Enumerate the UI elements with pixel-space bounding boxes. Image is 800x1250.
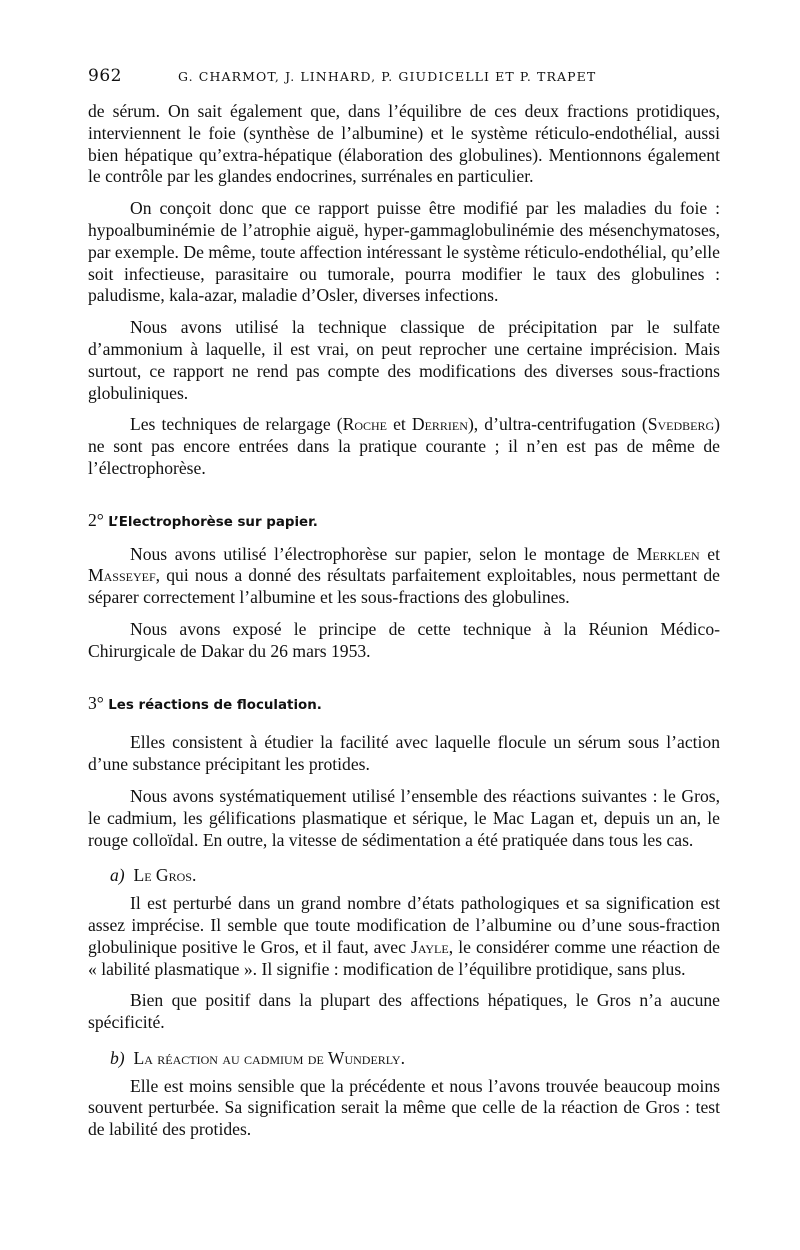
subsection-title: La réaction au cadmium de Wunderly. bbox=[133, 1047, 405, 1068]
section-number: 3° bbox=[88, 692, 104, 713]
paragraph-6: Nous avons exposé le principe de cette technique à la Réunion Médico-Chirurgicale de Dakar du 26 mars 1953. bbox=[88, 618, 720, 661]
subsection-title: Le Gros. bbox=[133, 865, 197, 886]
subsection-label: b) bbox=[110, 1047, 125, 1068]
paragraph-2: On conçoit donc que ce rapport puisse être modifié par les maladies du foie : hypoalbuminémie de l’atrophie aiguë, hyper-gammaglobulinémie des mésenchymatoses, par exemple. De même, toute affection intéressant le système réticulo-endothélial, qu’elle soit infectieuse, parasitaire ou tumorale, pourra modifier le taux des globulines : paludisme, kala-azar, maladie d’Osler, diverses infections. bbox=[88, 198, 720, 306]
author-name: Jayle bbox=[410, 936, 449, 957]
text: Les techniques de relargage ( bbox=[130, 414, 343, 435]
author-name: Derrien bbox=[411, 414, 468, 435]
subsection-heading-b bbox=[88, 1048, 720, 1070]
section-title: Les réactions de floculation. bbox=[108, 697, 322, 713]
author-name: Masseyef bbox=[88, 565, 156, 586]
section-heading-3 bbox=[88, 693, 720, 717]
page-number: 962 bbox=[88, 66, 122, 86]
section-heading-2 bbox=[88, 510, 720, 534]
author-name: Merklen bbox=[636, 543, 700, 564]
paragraph-5 bbox=[88, 544, 720, 609]
paragraph-11: Elle est moins sensible que la précédente et nous l’avons trouvée beaucoup moins souvent perturbée. Sa signification serait la même que celle de la réaction de Gros : test de labilité des protides. bbox=[88, 1075, 720, 1140]
paragraph-3: Nous avons utilisé la technique classique de précipitation par le sulfate d’ammonium à laquelle, il est vrai, on peut reprocher une certaine imprécision. Mais surtout, ce rapport ne rend pas compte des modifications des diverses sous-fractions globuliniques. bbox=[88, 317, 720, 403]
author-name: Svedberg bbox=[647, 414, 715, 435]
section-number: 2° bbox=[88, 509, 104, 530]
text: Il est perturbé dans un grand nombre d’états pathologiques et sa signification est assez imprécise. Il semble que toute modification de l’albumine ou d’une sous-fraction globulinique positive le Gros, et il faut, avec bbox=[88, 893, 720, 957]
subsection-heading-a bbox=[88, 865, 720, 887]
paragraph-7: Elles consistent à étudier la facilité avec laquelle flocule un sérum sous l’action d’une substance précipitant les protides. bbox=[88, 732, 720, 775]
text: ) ne sont pas encore entrées dans la pratique courante ; il n’en est pas de même de l’électrophorèse. bbox=[88, 414, 720, 478]
text: Nous avons utilisé l’électrophorèse sur papier, selon le montage de bbox=[130, 543, 637, 564]
section-title: L’Electrophorèse sur papier. bbox=[108, 514, 318, 530]
text: et bbox=[699, 543, 720, 564]
text: et bbox=[387, 414, 412, 435]
author-name: Roche bbox=[342, 414, 387, 435]
paragraph-8: Nous avons systématiquement utilisé l’ensemble des réactions suivantes : le Gros, le cadmium, les gélifications plasmatique et sérique, le Mac Lagan et, depuis un an, le rouge colloïdal. En outre, la vitesse de sédimentation a été pratiquée dans tous les cas. bbox=[88, 785, 720, 850]
paragraph-9 bbox=[88, 893, 720, 980]
text: , le considérer comme une réaction de « labilité plasmatique ». Il signifie : modification de l’équilibre protidique, sans plus. bbox=[88, 936, 720, 979]
running-head: G. CHARMOT, J. LINHARD, P. GIUDICELLI ET P. TRAPET bbox=[178, 69, 597, 84]
paragraph-4 bbox=[88, 414, 720, 479]
article-body bbox=[88, 101, 720, 1141]
page-header bbox=[88, 66, 728, 90]
paragraph-10: Bien que positif dans la plupart des affections hépatiques, le Gros n’a aucune spécificité. bbox=[88, 990, 720, 1033]
text: , qui nous a donné des résultats parfaitement exploitables, nous permettant de séparer correctement l’albumine et les sous-fractions des globulines. bbox=[88, 565, 720, 608]
subsection-label: a) bbox=[110, 865, 125, 886]
paragraph-1: de sérum. On sait également que, dans l’équilibre de ces deux fractions protidiques, interviennent le foie (synthèse de l’albumine) et le système réticulo-endothélial, aussi bien hépatique qu’extra-hépatique (élaboration des globulines). Mentionnons également le contrôle par les glandes endocrines, surrénales en particulier. bbox=[88, 101, 720, 187]
text: ), d’ultra-centrifugation ( bbox=[467, 414, 648, 435]
